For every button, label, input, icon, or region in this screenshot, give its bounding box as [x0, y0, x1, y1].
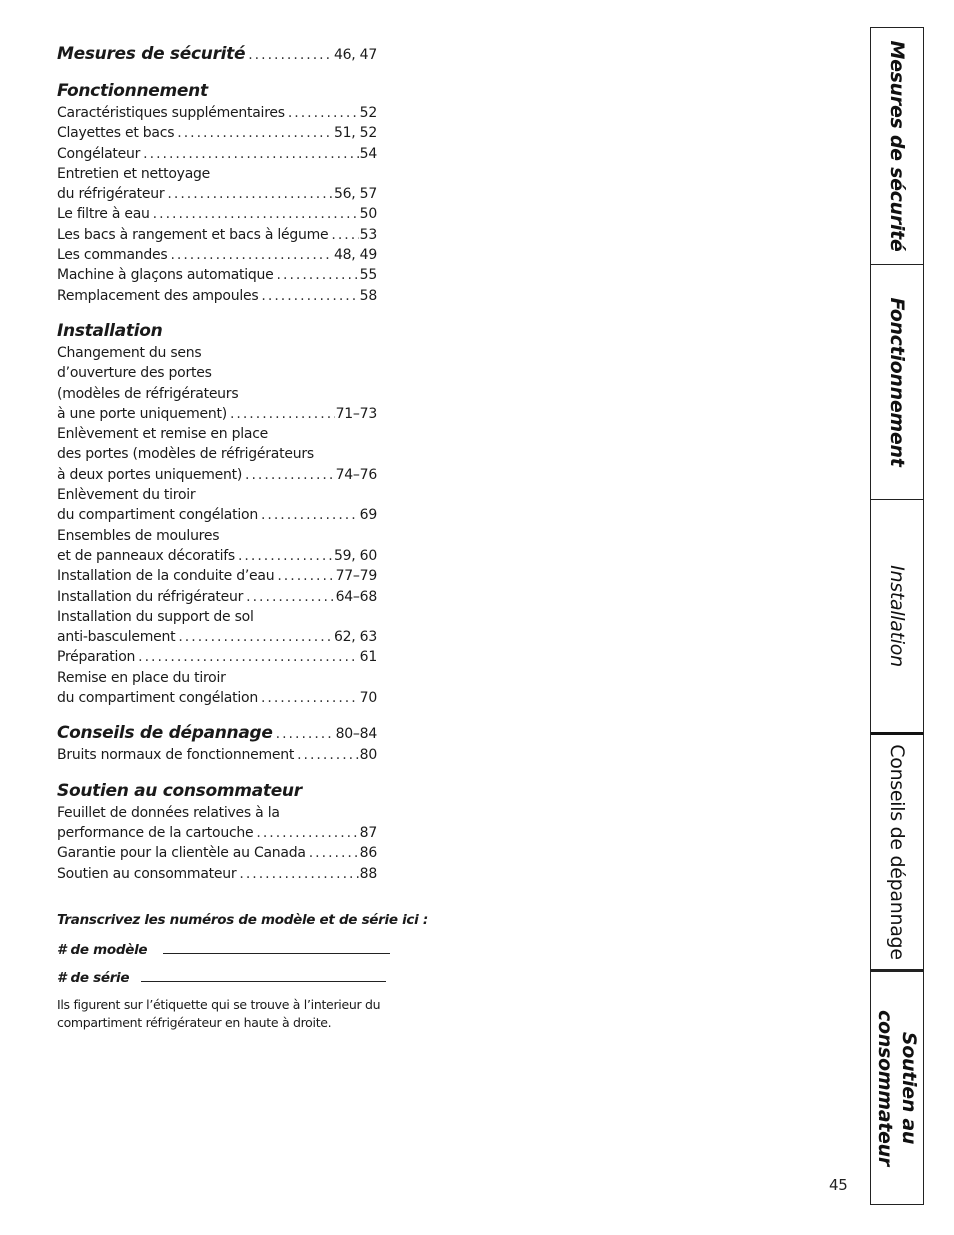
toc-entry-pages: 48, 49 [333, 247, 377, 264]
toc-entry-pages: 51, 52 [333, 125, 377, 142]
toc-entry-text: (modèles de réfrigérateurs [57, 385, 239, 402]
toc-section-pages[interactable]: 46, 47 [333, 47, 377, 63]
leader-dots [167, 184, 333, 204]
tab-mesures-de-securite[interactable] [871, 28, 923, 264]
leader-dots [309, 843, 359, 863]
tab-conseils-de-depannage[interactable] [871, 734, 923, 970]
leader-dots [331, 225, 358, 245]
leader-dots [277, 265, 359, 285]
serial-number-label: # de série [57, 970, 130, 986]
toc-entry-label: Installation de la conduite d’eau [57, 568, 275, 585]
leader-dots [288, 103, 359, 123]
toc-entry-pages: 55 [359, 267, 377, 284]
tab-soutien-au-consommateur[interactable] [871, 971, 923, 1204]
toc-section-title[interactable]: Mesures de sécurité [57, 44, 246, 64]
tab-label: Installation [886, 565, 908, 667]
leader-dots [256, 823, 358, 843]
toc-entry[interactable] [57, 245, 377, 265]
tab-label: Conseils de dépannage [886, 744, 908, 960]
toc-entry[interactable] [57, 587, 377, 607]
toc-entry-label: Soutien au consommateur [57, 865, 237, 882]
toc-entry-pages: 70 [359, 690, 377, 707]
toc-entry-label: Les commandes [57, 247, 168, 264]
toc-entry-pages: 58 [359, 287, 377, 304]
leader-dots [261, 688, 359, 708]
toc-entry-label: Garantie pour la clientèle au Canada [57, 845, 306, 862]
toc-entry-pages: 52 [359, 105, 377, 121]
toc-entry-pages: 59, 60 [333, 547, 377, 564]
serial-number-field [57, 966, 397, 986]
toc-entry[interactable] [57, 103, 377, 123]
toc-entry-text: des portes (modèles de réfrigérateurs [57, 446, 314, 463]
tab-installation[interactable] [871, 499, 923, 733]
tab-fonctionnement[interactable] [871, 264, 923, 499]
toc-entry[interactable] [57, 566, 377, 586]
toc-section-header [57, 42, 377, 66]
toc-entry-label: du compartiment congélation [57, 690, 258, 707]
toc-entry[interactable] [57, 204, 377, 224]
toc-entry-text: Entretien et nettoyage [57, 165, 211, 182]
table-of-contents [57, 42, 377, 884]
toc-entry-pages: 80 [359, 747, 377, 764]
leader-dots [276, 726, 335, 742]
toc-entry[interactable] [57, 144, 377, 164]
tab-label-line: consommateur [874, 1009, 896, 1166]
leader-dots [261, 286, 358, 306]
leader-dots [277, 566, 334, 586]
toc-entry-text: Feuillet de données relatives à la [57, 804, 280, 821]
toc-entry-label: à deux portes uniquement) [57, 466, 243, 483]
leader-dots [297, 745, 359, 765]
toc-entry-label: Clayettes et bacs [57, 125, 175, 142]
toc-entry[interactable] [57, 465, 377, 485]
toc-entry-text: Enlèvement et remise en place [57, 426, 269, 443]
toc-entry-label: Congélateur [57, 145, 141, 162]
toc-entry[interactable] [57, 745, 377, 765]
toc-entry-label: performance de la cartouche [57, 824, 254, 841]
toc-entry[interactable] [57, 505, 377, 525]
toc-section-title[interactable]: Installation [57, 320, 163, 341]
toc-entry-pages: 69 [359, 507, 377, 524]
toc-entry[interactable] [57, 627, 377, 647]
toc-entry-pages: 53 [359, 226, 377, 243]
toc-entry-pages: 86 [359, 845, 377, 862]
toc-entry-label: Remplacement des ampoules [57, 287, 259, 304]
tab-label-line: Soutien au [898, 1031, 920, 1144]
leader-dots [246, 587, 334, 607]
record-title: Transcrivez les numéros de modèle et de série ici : [57, 912, 428, 928]
serial-number-blank[interactable] [141, 981, 386, 982]
leader-dots [170, 245, 333, 265]
toc-entry-pages: 74–76 [335, 466, 377, 483]
toc-entry-text: d’ouverture des portes [57, 365, 212, 382]
tab-label: Mesures de sécurité [886, 40, 908, 252]
tab-label: Fonctionnement [886, 296, 908, 467]
toc-entry-text: Installation du support de sol [57, 608, 254, 625]
toc-entry[interactable] [57, 647, 377, 667]
toc-entry[interactable] [57, 843, 377, 863]
toc-section-header [57, 721, 377, 745]
toc-entry-label: du compartiment congélation [57, 507, 258, 524]
toc-entry-pages: 62, 63 [333, 629, 377, 646]
toc-entry[interactable] [57, 864, 377, 884]
toc-entry-pages: 71–73 [335, 405, 377, 422]
toc-entry[interactable] [57, 688, 377, 708]
section-tabs [870, 27, 924, 1205]
toc-section-header [57, 779, 377, 803]
toc-entry-label: anti-basculement [57, 629, 176, 646]
toc-entry-text: Ensembles de moulures [57, 527, 220, 544]
toc-entry-pages: 87 [359, 824, 377, 841]
leader-dots [177, 123, 333, 143]
toc-entry-pages: 64–68 [335, 588, 377, 605]
model-serial-record [57, 910, 428, 1032]
page-number: 45 [829, 1176, 848, 1194]
toc-entry-pages: 61 [359, 649, 377, 666]
toc-entry[interactable] [57, 823, 377, 843]
toc-entry[interactable] [57, 546, 377, 566]
leader-dots [230, 404, 335, 424]
toc-entry-text: Enlèvement du tiroir [57, 487, 196, 504]
leader-dots [138, 647, 359, 667]
toc-entry-pages: 77–79 [335, 568, 377, 585]
toc-section-title[interactable]: Fonctionnement [57, 81, 208, 101]
toc-entry-label: Les bacs à rangement et bacs à légume [57, 226, 329, 243]
leader-dots [143, 144, 359, 164]
toc-entry[interactable] [57, 225, 377, 245]
leader-dots [238, 546, 333, 566]
toc-entry[interactable] [57, 404, 377, 424]
toc-entry[interactable] [57, 286, 377, 306]
toc-entry-label: à une porte uniquement) [57, 405, 227, 422]
record-note: Ils figurent sur l’étiquette qui se trouve à l’interieur du compartiment réfrigérateur en haute à droite. [57, 997, 381, 1030]
toc-entry-label: Préparation [57, 649, 136, 666]
toc-entry-label: Caractéristiques supplémentaires [57, 105, 285, 121]
toc-entry[interactable] [57, 184, 377, 204]
leader-dots [245, 465, 335, 485]
toc-entry-label: du réfrigérateur [57, 186, 165, 203]
leader-dots [178, 627, 333, 647]
toc-section-header [57, 79, 377, 103]
toc-entry[interactable] [57, 123, 377, 143]
model-number-blank[interactable] [163, 953, 390, 954]
toc-entry-pages: 56, 57 [333, 186, 377, 203]
toc-entry-label: Installation du réfrigérateur [57, 588, 244, 605]
leader-dots [261, 505, 359, 525]
leader-dots [239, 864, 358, 884]
toc-entry[interactable] [57, 265, 377, 285]
tab-label [873, 1010, 921, 1166]
toc-entry-text: Changement du sens [57, 344, 202, 361]
model-number-label: # de modèle [57, 942, 148, 958]
model-number-field [57, 938, 397, 958]
toc-section-title[interactable]: Conseils de dépannage [57, 723, 273, 744]
toc-entry-label: et de panneaux décoratifs [57, 547, 235, 564]
toc-section-pages[interactable]: 80–84 [335, 726, 377, 743]
toc-section-title[interactable]: Soutien au consommateur [57, 780, 302, 801]
toc-entry-pages: 88 [359, 865, 377, 882]
toc-entry-label: Bruits normaux de fonctionnement [57, 747, 295, 764]
leader-dots [248, 47, 333, 63]
toc-entry-pages: 50 [359, 206, 377, 223]
toc-entry-pages: 54 [359, 145, 377, 162]
toc-section-header [57, 319, 377, 343]
leader-dots [153, 204, 359, 224]
toc-entry-label: Machine à glaçons automatique [57, 267, 274, 284]
toc-entry-text: Remise en place du tiroir [57, 669, 226, 686]
toc-entry-label: Le filtre à eau [57, 206, 150, 223]
